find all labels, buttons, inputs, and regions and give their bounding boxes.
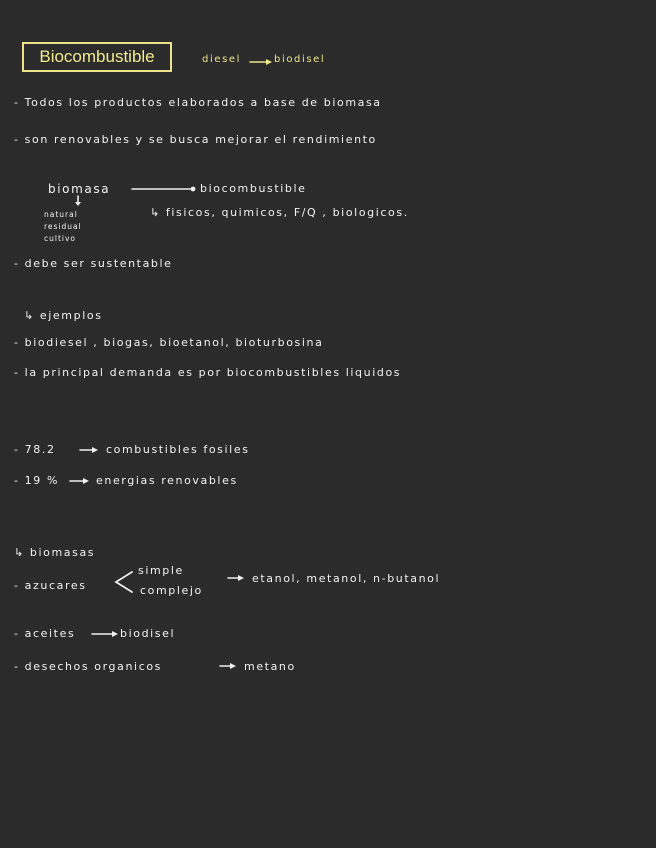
diagram-biomasa: biomasa [48,182,111,196]
azucares-products: etanol, metanol, n-butanol [252,572,441,585]
diagram-biocombustible: biocombustible [200,182,307,195]
note-line-2: - son renovables y se busca mejorar el rendimiento [14,133,377,146]
source-residual: residual [44,222,82,231]
aceites-product: biodisel [120,627,176,640]
azucares-simple: simple [138,564,184,577]
desechos-label: - desechos organicos [14,660,163,673]
processes-line: ↳ fisicos, quimicos, F/Q , biologicos. [150,206,409,219]
note-line-1: - Todos los productos elaborados a base de biomasa [14,96,382,109]
stat-2-label: energias renovables [96,474,238,487]
biomasas-heading: ↳ biomasas [14,546,96,559]
azucares-complejo: complejo [140,584,203,597]
stat-2-value: - 19 % [14,474,60,487]
header-note-right: biodisel [274,54,326,65]
note-line-5: - la principal demanda es por biocombustibles liquidos [14,366,402,379]
azucares-bracket [116,572,132,592]
source-natural: natural [44,210,78,219]
source-cultivo: cultivo [44,234,77,243]
azucares-label: - azucares [14,579,87,592]
header-note-left: diesel [202,54,242,65]
stat-1-value: - 78.2 [14,443,56,456]
desechos-product: metano [244,660,296,673]
stat-1-label: combustibles fosiles [106,443,250,456]
page-title: Biocombustible [22,42,172,72]
note-line-3: - debe ser sustentable [14,257,173,270]
ejemplos-heading: ↳ ejemplos [24,309,103,322]
aceites-label: - aceites [14,627,76,640]
note-line-4: - biodiesel , biogas, bioetanol, bioturbosina [14,336,324,349]
